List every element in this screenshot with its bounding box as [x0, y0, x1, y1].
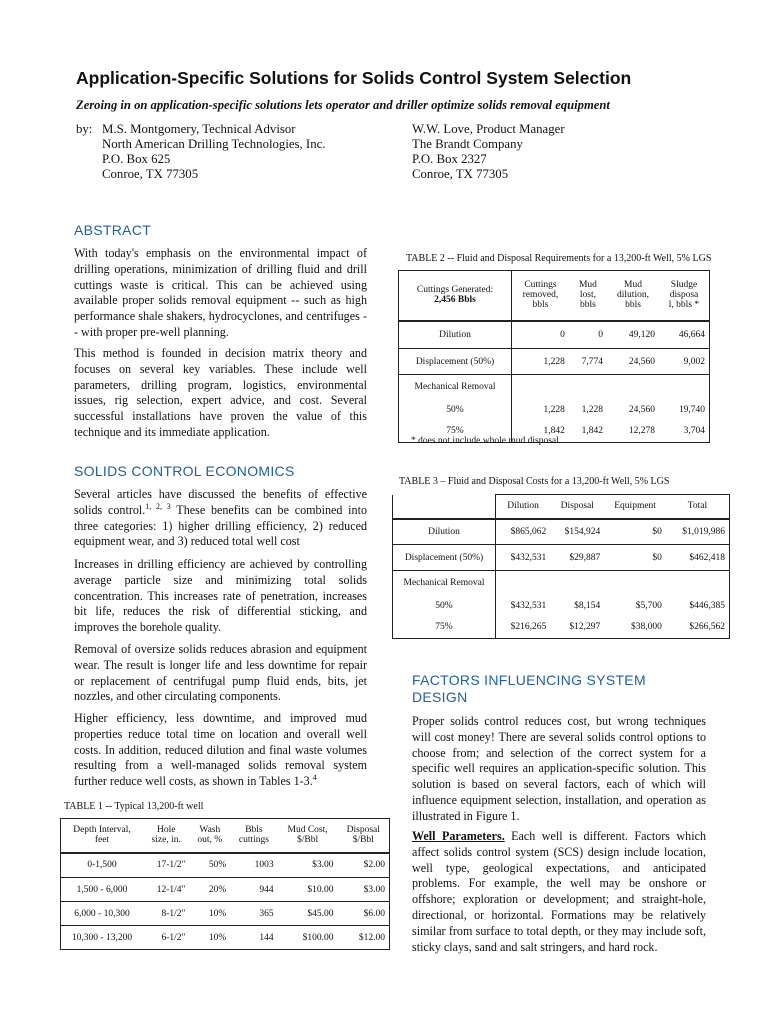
table1-header-row [61, 819, 390, 853]
table1-cell: $45.00 [307, 908, 334, 919]
t2-h3c: l, bbls * [668, 300, 700, 311]
t1-h0a: Depth Interval, [73, 825, 131, 836]
table2-cell: 3,704 [683, 426, 705, 437]
author2-box: P.O. Box 2327 [412, 152, 487, 166]
author2-name: W.W. Love, Product Manager [412, 122, 565, 136]
t2-cuttings-label: Cuttings Generated: [416, 285, 494, 296]
table1-cell: 0-1,500 [87, 860, 117, 871]
author1-box: P.O. Box 625 [102, 152, 171, 166]
table2-cell: 19,740 [678, 404, 705, 415]
table-row [399, 399, 710, 421]
t1-h2a: Wash [199, 825, 221, 836]
table1-cell: $3.00 [363, 884, 385, 895]
table3-cell: $38,000 [631, 622, 662, 633]
table1-cell: 10% [208, 908, 227, 919]
abstract-heading: ABSTRACT [74, 222, 152, 238]
t2-h2b: dilution, [617, 290, 649, 301]
t2-h1c: bbls [580, 300, 596, 311]
economics-p1-text-cont: These benefits can be combined into three categories: 1) higher drilling efficiency, 2) reduced equipment wear, and 3) reduced total well cost [74, 502, 367, 549]
t1-h0b: feet [94, 835, 110, 846]
table2-caption: TABLE 2 -- Fluid and Disposal Requirements for a 13,200-ft Well, 5% LGS [406, 253, 712, 264]
table1-cell: $10.00 [307, 884, 334, 895]
citation-4: 4 [312, 773, 317, 783]
table3-cell: $462,418 [689, 552, 725, 563]
table2-cell [512, 375, 569, 399]
table3-cell: $266,562 [689, 622, 725, 633]
table2-header-first [399, 271, 512, 321]
t2-h0b: removed, [522, 290, 559, 301]
table2-cell [569, 375, 607, 399]
table2-cell: 0 [560, 329, 565, 340]
table2-header [607, 271, 659, 321]
t1-h2b: out, % [197, 835, 223, 846]
table-row [393, 519, 730, 545]
t2-h2c: bbls [625, 300, 641, 311]
table3-cell: $29,887 [569, 552, 601, 563]
table3-cell: $0 [652, 552, 662, 563]
table-row [61, 902, 390, 926]
t2-h0c: bbls [532, 300, 549, 311]
byline-label: by: [76, 122, 93, 136]
table3-cell: $432,531 [510, 600, 547, 611]
table3 [392, 494, 730, 639]
table3-cell: Dilution [393, 519, 496, 545]
table2-cell: 24,560 [628, 356, 655, 367]
author2-org: The Brandt Company [412, 137, 523, 151]
table2-header [659, 271, 710, 321]
table1-header [189, 819, 230, 853]
factors-paragraph-2 [412, 829, 706, 955]
table3-header: Total [666, 495, 730, 519]
table-row [393, 545, 730, 571]
t1-h5a: Disposal [346, 825, 380, 836]
economics-paragraph-4 [74, 711, 367, 790]
citation-1-3: 1, 2, 3 [145, 501, 171, 511]
paper-subtitle: Zeroing in on application-specific solutions lets operator and driller optimize solids removal equipment [76, 98, 610, 112]
table3-cell: $216,265 [510, 622, 547, 633]
t1-h4a: Mud Cost, [287, 825, 328, 836]
table3-cell: $1,019,986 [682, 526, 725, 537]
table-row [399, 349, 710, 375]
table2-cell: 7,774 [581, 356, 604, 367]
table3-cell [496, 571, 551, 595]
author1-city: Conroe, TX 77305 [102, 167, 199, 181]
well-parameters-lead: Well Parameters. [412, 829, 505, 843]
table3-header: Disposal [550, 495, 604, 519]
economics-heading: SOLIDS CONTROL ECONOMICS [74, 463, 295, 479]
table1-header [278, 819, 338, 853]
table-row [61, 853, 390, 878]
table2-header [569, 271, 607, 321]
table2-cell: Mechanical Removal [399, 375, 512, 399]
table2-cell: 12,278 [628, 426, 655, 437]
t1-h3a: Bbls [245, 825, 263, 836]
table1-cell: $2.00 [363, 860, 385, 871]
table1-header [143, 819, 189, 853]
table2-cell: 46,664 [678, 329, 705, 340]
table1-cell: 365 [259, 908, 274, 919]
table1-cell: 20% [208, 884, 227, 895]
author1-org: North American Drilling Technologies, Inc. [102, 137, 326, 151]
table3-header-blank [393, 495, 496, 519]
author1-name: M.S. Montgomery, Technical Advisor [102, 122, 296, 136]
table1-cell: $100.00 [302, 932, 334, 943]
t1-h4b: $/Bbl [297, 835, 319, 846]
t2-h3b: disposa [669, 290, 699, 301]
table1-cell: 10% [208, 932, 227, 943]
table2-cell: Dilution [399, 321, 512, 349]
factors-heading-line2: DESIGN [412, 689, 468, 705]
abstract-paragraph-1: With today's emphasis on the environmental impact of drilling operations, minimization of drilling fluid and drill cuttings waste is critical. This can be achieved using available proper solids removal equipment -- such as high performance shale shakers, hydrocyclones, and centrifuges -- with proper pre-well planning. [74, 246, 367, 339]
table2-cell [607, 375, 659, 399]
factors-heading [412, 672, 706, 706]
table1-header [61, 819, 144, 853]
t1-h1b: size, in. [151, 835, 181, 846]
table1-cell: 1,500 - 6,000 [76, 884, 128, 895]
table3-cell [604, 571, 666, 595]
table2-cell: 1,228 [543, 404, 565, 415]
table-row [393, 571, 730, 595]
t2-h2a: Mud [624, 280, 642, 291]
table1-cell: 12-1/4" [156, 884, 186, 895]
table1-cell: 944 [259, 884, 274, 895]
table3-cell: $446,385 [689, 600, 725, 611]
economics-paragraph-3: Removal of oversize solids reduces abrasion and equipment wear. The result is longer life and less downtime for repair or replacement of centrifugal pump fluid ends, bits, jet nozzles, and other circulating components. [74, 642, 367, 704]
table3-cell: Mechanical Removal [393, 571, 496, 595]
economics-p1-text: Several articles have discussed the benefits of effective solids control. [74, 487, 367, 517]
t1-h5b: $/Bbl [352, 835, 374, 846]
table1-header [338, 819, 390, 853]
table2-cell: 1,228 [543, 356, 565, 367]
table1-cell: 10,300 - 13,200 [71, 932, 133, 943]
table-row [399, 321, 710, 349]
table2-footnote: * does not include whole mud disposal [411, 436, 559, 446]
table1-header [230, 819, 277, 853]
author2-city: Conroe, TX 77305 [412, 167, 509, 181]
table1-cell: 6,000 - 10,300 [74, 908, 130, 919]
t2-cuttings-value: 2,456 Bbls [434, 295, 476, 306]
table3-cell: $0 [652, 526, 662, 537]
table3-header: Equipment [604, 495, 666, 519]
table3-cell: 75% [393, 617, 496, 639]
table2-cell: 1,842 [543, 426, 565, 437]
table-row [393, 595, 730, 617]
table3-cell: $12,297 [569, 622, 601, 633]
factors-paragraph-1: Proper solids control reduces cost, but wrong techniques will cost money! There are several solids control options to choose from; and selection of the correct system for a specific well requires an application-specific solution. This solution is based on several factors, each of which will influence equipment selection, installation, and operation as illustrated in Figure 1. [412, 714, 706, 823]
table3-cell: 50% [393, 595, 496, 617]
paper-title: Application-Specific Solutions for Solids Control System Selection [76, 68, 632, 88]
t2-h0a: Cuttings [524, 280, 557, 291]
table-row [61, 926, 390, 950]
table1-cell: 144 [259, 932, 274, 943]
table3-caption: TABLE 3 – Fluid and Disposal Costs for a 13,200-ft Well, 5% LGS [399, 476, 670, 487]
t1-h3b: cuttings [238, 835, 269, 846]
table2-cell: 49,120 [628, 329, 655, 340]
table2 [398, 270, 710, 443]
factors-heading-line1: FACTORS INFLUENCING SYSTEM [412, 672, 646, 688]
factors-p2-text: Each well is different. Factors which affect solids control system (SCS) design include location, well type, geological expectations, and anticipated problems. For example, the well may be onshore or offshore; exploration or development; and straight-hole, directional, or horizontal. Formations may be relatively similar from surface to total depth, or they may include soft, sticky clays, sand and salt stringers, and hard rock. [412, 829, 706, 954]
table1-caption: TABLE 1 -- Typical 13,200-ft well [64, 801, 204, 812]
table1 [60, 818, 390, 950]
table3-cell: $865,062 [510, 526, 547, 537]
author-block-2 [412, 122, 565, 182]
table3-cell [666, 571, 730, 595]
table3-header-row [393, 495, 730, 519]
table3-cell [550, 571, 604, 595]
table2-cell: 50% [399, 399, 512, 421]
table1-cell: 17-1/2" [156, 860, 186, 871]
table2-cell: Displacement (50%) [399, 349, 512, 375]
author-block-1 [102, 122, 325, 182]
table3-cell: $5,700 [635, 600, 662, 611]
table2-cell: 9,002 [683, 356, 705, 367]
table2-cell [659, 375, 710, 399]
economics-paragraph-1 [74, 487, 367, 550]
t2-h1b: lost, [579, 290, 596, 301]
t1-h1a: Hole [156, 825, 176, 836]
table1-cell: $12.00 [358, 932, 385, 943]
table-row [61, 878, 390, 902]
table3-cell: $432,531 [510, 552, 547, 563]
table1-cell: 8-1/2" [161, 908, 186, 919]
table2-cell: 1,842 [581, 426, 604, 437]
table-row [399, 375, 710, 399]
table3-cell: $154,924 [564, 526, 601, 537]
table3-header: Dilution [496, 495, 551, 519]
t2-h1a: Mud [578, 280, 597, 291]
table1-cell: 50% [208, 860, 227, 871]
table-row [393, 617, 730, 639]
table1-cell: $3.00 [312, 860, 334, 871]
table2-header [512, 271, 569, 321]
table2-cell: 24,560 [628, 404, 655, 415]
t2-h3a: Sludge [670, 280, 698, 291]
table2-cell: 1,228 [581, 404, 604, 415]
table1-cell: 1003 [254, 860, 274, 871]
table2-cell: 75% [399, 421, 512, 443]
table2-cell: 0 [598, 329, 604, 340]
table1-cell: 6-1/2" [161, 932, 186, 943]
abstract-paragraph-2: This method is founded in decision matrix theory and focuses on several key variables. These include well parameters, drilling program, logistics, environmental issues, rig selection, expert advice, and cost. Several successful installations have proven the value of this technique and its immediate application. [74, 346, 367, 439]
table3-cell: $8,154 [574, 600, 601, 611]
table2-header-row [399, 271, 710, 321]
table3-cell: Displacement (50%) [393, 545, 496, 571]
economics-p4-text: Higher efficiency, less downtime, and improved mud properties reduce total time on location and overall well costs. In addition, reduced dilution and final waste volumes resulting from a well-managed solids removal system further reduce well costs, as shown in Tables 1-3. [74, 711, 367, 789]
table1-cell: $6.00 [363, 908, 385, 919]
economics-paragraph-2: Increases in drilling efficiency are achieved by controlling average particle size and minimizing total solids concentration. This increases rate of penetration, increases bit life, reduces the risk of differential sticking, and improves the borehole quality. [74, 557, 367, 635]
